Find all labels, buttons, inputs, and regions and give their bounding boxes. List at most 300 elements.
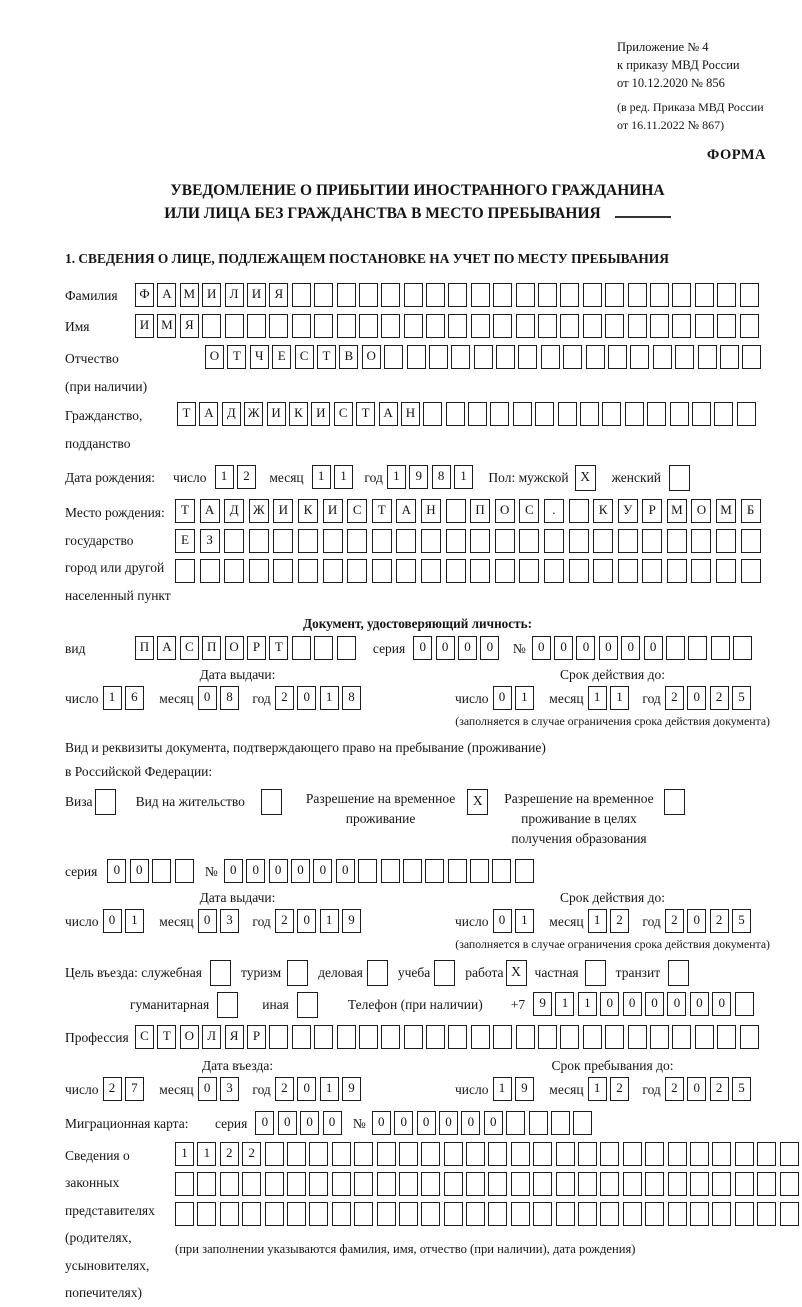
char-cell[interactable] [468,402,487,426]
char-cell[interactable] [423,402,442,426]
char-cell[interactable]: 8 [432,465,451,489]
char-cell[interactable] [558,402,577,426]
char-cell[interactable] [735,1172,754,1196]
char-cell[interactable] [645,1172,664,1196]
char-cell[interactable] [716,559,736,583]
char-cell[interactable] [337,636,356,660]
char-cell[interactable]: 5 [732,909,751,933]
purpose-humanitarian-checkbox[interactable] [217,992,238,1018]
char-cell[interactable]: 1 [320,909,339,933]
char-cell[interactable]: 0 [297,1077,316,1101]
char-cell[interactable] [354,1172,373,1196]
char-cell[interactable]: . [544,499,564,523]
char-cell[interactable]: 0 [394,1111,413,1135]
char-cell[interactable]: 5 [732,686,751,710]
char-cell[interactable] [740,314,759,338]
char-cell[interactable] [608,345,627,369]
char-cell[interactable] [425,859,444,883]
char-cell[interactable] [578,1202,597,1226]
char-cell[interactable] [578,1172,597,1196]
char-cell[interactable]: М [180,283,199,307]
char-cell[interactable] [314,283,333,307]
char-cell[interactable] [735,992,754,1016]
char-cell[interactable]: 2 [242,1142,261,1166]
char-cell[interactable] [396,559,416,583]
char-cell[interactable] [492,859,511,883]
char-cell[interactable] [269,1025,288,1049]
char-cell[interactable] [242,1172,261,1196]
char-cell[interactable] [712,1172,731,1196]
char-cell[interactable]: С [334,402,353,426]
char-cell[interactable]: 2 [665,1077,684,1101]
char-cell[interactable]: 0 [554,636,573,660]
char-cell[interactable] [381,283,400,307]
char-cell[interactable]: 2 [665,909,684,933]
char-cell[interactable]: 0 [313,859,332,883]
char-cell[interactable] [265,1202,284,1226]
char-cell[interactable] [519,559,539,583]
char-cell[interactable]: Л [225,283,244,307]
char-cell[interactable] [583,1025,602,1049]
char-cell[interactable] [470,859,489,883]
char-cell[interactable]: 1 [215,465,234,489]
char-cell[interactable] [220,1172,239,1196]
char-cell[interactable]: 0 [198,686,217,710]
char-cell[interactable] [551,1111,570,1135]
char-cell[interactable] [516,283,535,307]
char-cell[interactable] [470,529,490,553]
char-cell[interactable]: А [157,283,176,307]
char-cell[interactable] [426,1025,445,1049]
char-cell[interactable]: В [339,345,358,369]
char-cell[interactable] [650,1025,669,1049]
char-cell[interactable]: Я [180,314,199,338]
char-cell[interactable] [197,1172,216,1196]
char-cell[interactable] [298,529,318,553]
char-cell[interactable] [535,402,554,426]
char-cell[interactable] [287,1172,306,1196]
char-cell[interactable]: Ф [135,283,154,307]
char-cell[interactable] [493,1025,512,1049]
char-cell[interactable]: 1 [588,686,607,710]
char-cell[interactable]: 0 [198,1077,217,1101]
char-cell[interactable]: 3 [220,1077,239,1101]
char-cell[interactable] [332,1142,351,1166]
char-cell[interactable]: 0 [532,636,551,660]
char-cell[interactable] [668,1142,687,1166]
char-cell[interactable]: 7 [125,1077,144,1101]
char-cell[interactable]: С [180,636,199,660]
char-cell[interactable] [269,314,288,338]
char-cell[interactable] [242,1202,261,1226]
char-cell[interactable]: 1 [610,686,629,710]
char-cell[interactable] [650,283,669,307]
char-cell[interactable] [446,559,466,583]
char-cell[interactable]: Т [175,499,195,523]
char-cell[interactable] [444,1142,463,1166]
char-cell[interactable]: 0 [623,992,642,1016]
char-cell[interactable]: 9 [342,909,361,933]
char-cell[interactable] [451,345,470,369]
char-cell[interactable] [448,1025,467,1049]
char-cell[interactable]: 0 [413,636,432,660]
char-cell[interactable]: 0 [255,1111,274,1135]
char-cell[interactable]: 1 [493,1077,512,1101]
char-cell[interactable] [175,1202,194,1226]
char-cell[interactable] [717,1025,736,1049]
char-cell[interactable]: 1 [515,686,534,710]
char-cell[interactable]: С [347,499,367,523]
char-cell[interactable] [735,1142,754,1166]
char-cell[interactable] [642,559,662,583]
char-cell[interactable] [712,1202,731,1226]
char-cell[interactable] [421,559,441,583]
char-cell[interactable]: 1 [320,686,339,710]
char-cell[interactable] [309,1202,328,1226]
char-cell[interactable] [337,1025,356,1049]
char-cell[interactable] [714,402,733,426]
char-cell[interactable] [448,859,467,883]
char-cell[interactable]: 2 [710,909,729,933]
char-cell[interactable] [384,345,403,369]
char-cell[interactable] [426,314,445,338]
char-cell[interactable] [404,314,423,338]
purpose-commercial-checkbox[interactable] [367,960,388,986]
char-cell[interactable] [444,1202,463,1226]
char-cell[interactable]: 1 [578,992,597,1016]
char-cell[interactable]: Т [372,499,392,523]
char-cell[interactable] [511,1172,530,1196]
char-cell[interactable]: П [135,636,154,660]
char-cell[interactable]: 2 [665,686,684,710]
char-cell[interactable] [740,283,759,307]
char-cell[interactable]: Ч [250,345,269,369]
char-cell[interactable]: 6 [125,686,144,710]
char-cell[interactable]: 1 [555,992,574,1016]
char-cell[interactable]: К [593,499,613,523]
char-cell[interactable] [471,283,490,307]
purpose-tourism-checkbox[interactable] [287,960,308,986]
char-cell[interactable] [444,1172,463,1196]
char-cell[interactable] [563,345,582,369]
char-cell[interactable]: О [205,345,224,369]
char-cell[interactable] [202,314,221,338]
char-cell[interactable] [421,1142,440,1166]
char-cell[interactable]: 0 [372,1111,391,1135]
char-cell[interactable]: 0 [107,859,126,883]
char-cell[interactable]: 1 [387,465,406,489]
char-cell[interactable]: 0 [300,1111,319,1135]
char-cell[interactable]: Е [272,345,291,369]
char-cell[interactable]: А [157,636,176,660]
char-cell[interactable] [666,636,685,660]
char-cell[interactable] [273,529,293,553]
char-cell[interactable] [396,529,416,553]
char-cell[interactable] [623,1172,642,1196]
char-cell[interactable] [695,314,714,338]
char-cell[interactable] [623,1202,642,1226]
char-cell[interactable] [698,345,717,369]
char-cell[interactable] [273,559,293,583]
char-cell[interactable]: 0 [297,909,316,933]
char-cell[interactable] [224,559,244,583]
char-cell[interactable] [623,1142,642,1166]
char-cell[interactable]: Л [202,1025,221,1049]
char-cell[interactable]: Д [222,402,241,426]
char-cell[interactable] [647,402,666,426]
char-cell[interactable] [337,283,356,307]
sex-male-checkbox[interactable]: X [575,465,596,491]
char-cell[interactable]: 0 [621,636,640,660]
char-cell[interactable] [200,559,220,583]
char-cell[interactable] [372,559,392,583]
char-cell[interactable] [332,1172,351,1196]
char-cell[interactable]: Т [317,345,336,369]
char-cell[interactable] [735,1202,754,1226]
char-cell[interactable]: 0 [599,636,618,660]
char-cell[interactable]: 1 [175,1142,194,1166]
char-cell[interactable]: 2 [220,1142,239,1166]
char-cell[interactable] [667,559,687,583]
char-cell[interactable] [446,402,465,426]
char-cell[interactable]: Я [225,1025,244,1049]
char-cell[interactable]: 2 [275,686,294,710]
char-cell[interactable] [690,1142,709,1166]
char-cell[interactable]: П [470,499,490,523]
char-cell[interactable] [377,1202,396,1226]
char-cell[interactable] [175,1172,194,1196]
char-cell[interactable]: 0 [323,1111,342,1135]
char-cell[interactable] [249,559,269,583]
char-cell[interactable] [515,859,534,883]
char-cell[interactable] [538,1025,557,1049]
char-cell[interactable] [573,1111,592,1135]
char-cell[interactable] [541,345,560,369]
char-cell[interactable] [757,1142,776,1166]
char-cell[interactable]: 0 [687,909,706,933]
char-cell[interactable] [757,1202,776,1226]
char-cell[interactable]: 1 [125,909,144,933]
char-cell[interactable]: И [202,283,221,307]
char-cell[interactable] [569,499,589,523]
edu-residence-checkbox[interactable] [664,789,685,815]
char-cell[interactable] [645,1142,664,1166]
char-cell[interactable] [757,1172,776,1196]
char-cell[interactable]: О [180,1025,199,1049]
char-cell[interactable] [399,1172,418,1196]
char-cell[interactable] [347,529,367,553]
char-cell[interactable] [672,283,691,307]
char-cell[interactable] [495,559,515,583]
char-cell[interactable]: 0 [291,859,310,883]
char-cell[interactable] [560,314,579,338]
char-cell[interactable] [642,529,662,553]
char-cell[interactable]: 0 [103,909,122,933]
char-cell[interactable] [175,559,195,583]
purpose-other-checkbox[interactable] [297,992,318,1018]
char-cell[interactable]: 0 [224,859,243,883]
char-cell[interactable] [593,529,613,553]
char-cell[interactable] [780,1202,799,1226]
char-cell[interactable] [630,345,649,369]
char-cell[interactable]: Р [247,1025,266,1049]
char-cell[interactable] [741,529,761,553]
char-cell[interactable]: М [716,499,736,523]
char-cell[interactable] [583,314,602,338]
char-cell[interactable] [511,1142,530,1166]
purpose-private-checkbox[interactable] [585,960,606,986]
char-cell[interactable]: 0 [644,636,663,660]
char-cell[interactable] [690,1172,709,1196]
char-cell[interactable]: 0 [458,636,477,660]
char-cell[interactable] [538,283,557,307]
char-cell[interactable] [511,1202,530,1226]
char-cell[interactable] [404,1025,423,1049]
char-cell[interactable]: Т [227,345,246,369]
temp-residence-checkbox[interactable]: X [467,789,488,815]
char-cell[interactable]: 0 [576,636,595,660]
char-cell[interactable]: М [667,499,687,523]
char-cell[interactable] [717,283,736,307]
char-cell[interactable] [372,529,392,553]
char-cell[interactable]: Д [224,499,244,523]
char-cell[interactable] [309,1142,328,1166]
char-cell[interactable] [518,345,537,369]
char-cell[interactable] [493,283,512,307]
char-cell[interactable]: 0 [493,909,512,933]
char-cell[interactable]: 2 [710,1077,729,1101]
char-cell[interactable] [323,529,343,553]
char-cell[interactable]: У [618,499,638,523]
purpose-study-checkbox[interactable] [434,960,455,986]
char-cell[interactable]: С [295,345,314,369]
char-cell[interactable] [695,1025,714,1049]
char-cell[interactable] [653,345,672,369]
char-cell[interactable] [220,1202,239,1226]
char-cell[interactable]: 0 [269,859,288,883]
char-cell[interactable] [668,1202,687,1226]
char-cell[interactable] [421,529,441,553]
char-cell[interactable] [516,1025,535,1049]
char-cell[interactable] [495,529,515,553]
char-cell[interactable] [377,1172,396,1196]
char-cell[interactable]: 1 [320,1077,339,1101]
char-cell[interactable]: С [135,1025,154,1049]
char-cell[interactable]: А [200,499,220,523]
char-cell[interactable]: 0 [130,859,149,883]
char-cell[interactable]: Т [269,636,288,660]
char-cell[interactable]: О [225,636,244,660]
char-cell[interactable]: 5 [732,1077,751,1101]
char-cell[interactable] [314,1025,333,1049]
char-cell[interactable]: 0 [712,992,731,1016]
char-cell[interactable] [556,1172,575,1196]
char-cell[interactable]: И [273,499,293,523]
char-cell[interactable] [560,283,579,307]
char-cell[interactable] [720,345,739,369]
char-cell[interactable]: 9 [533,992,552,1016]
char-cell[interactable]: Я [269,283,288,307]
char-cell[interactable] [628,283,647,307]
char-cell[interactable]: 0 [493,686,512,710]
char-cell[interactable] [780,1142,799,1166]
char-cell[interactable]: М [157,314,176,338]
char-cell[interactable]: И [247,283,266,307]
char-cell[interactable]: А [379,402,398,426]
char-cell[interactable] [519,529,539,553]
char-cell[interactable] [446,499,466,523]
char-cell[interactable] [533,1142,552,1166]
char-cell[interactable] [488,1142,507,1166]
char-cell[interactable] [265,1142,284,1166]
char-cell[interactable]: Т [177,402,196,426]
char-cell[interactable] [529,1111,548,1135]
char-cell[interactable] [618,529,638,553]
visa-checkbox[interactable] [95,789,116,815]
char-cell[interactable]: 8 [220,686,239,710]
char-cell[interactable] [711,636,730,660]
char-cell[interactable]: 2 [610,909,629,933]
char-cell[interactable]: Р [247,636,266,660]
char-cell[interactable] [377,1142,396,1166]
char-cell[interactable] [533,1202,552,1226]
char-cell[interactable]: 9 [409,465,428,489]
char-cell[interactable] [544,529,564,553]
char-cell[interactable]: Н [421,499,441,523]
char-cell[interactable]: П [202,636,221,660]
char-cell[interactable]: 1 [334,465,353,489]
residence-permit-checkbox[interactable] [261,789,282,815]
char-cell[interactable]: И [323,499,343,523]
char-cell[interactable] [488,1202,507,1226]
char-cell[interactable]: З [200,529,220,553]
char-cell[interactable]: Н [401,402,420,426]
char-cell[interactable] [399,1202,418,1226]
char-cell[interactable] [625,402,644,426]
char-cell[interactable] [421,1202,440,1226]
char-cell[interactable] [600,1142,619,1166]
char-cell[interactable]: 1 [197,1142,216,1166]
char-cell[interactable] [448,283,467,307]
char-cell[interactable] [506,1111,525,1135]
char-cell[interactable] [737,402,756,426]
char-cell[interactable] [493,314,512,338]
char-cell[interactable] [670,402,689,426]
char-cell[interactable] [399,1142,418,1166]
char-cell[interactable] [578,1142,597,1166]
char-cell[interactable]: Т [356,402,375,426]
char-cell[interactable] [466,1142,485,1166]
char-cell[interactable] [675,345,694,369]
char-cell[interactable] [347,559,367,583]
char-cell[interactable] [224,529,244,553]
char-cell[interactable]: А [396,499,416,523]
sex-female-checkbox[interactable] [669,465,690,491]
char-cell[interactable] [292,1025,311,1049]
char-cell[interactable] [712,1142,731,1166]
char-cell[interactable] [600,1172,619,1196]
char-cell[interactable] [605,1025,624,1049]
char-cell[interactable] [691,529,711,553]
char-cell[interactable]: 0 [278,1111,297,1135]
char-cell[interactable] [381,314,400,338]
char-cell[interactable] [474,345,493,369]
char-cell[interactable] [496,345,515,369]
char-cell[interactable] [692,402,711,426]
char-cell[interactable]: С [519,499,539,523]
char-cell[interactable] [490,402,509,426]
char-cell[interactable] [628,1025,647,1049]
